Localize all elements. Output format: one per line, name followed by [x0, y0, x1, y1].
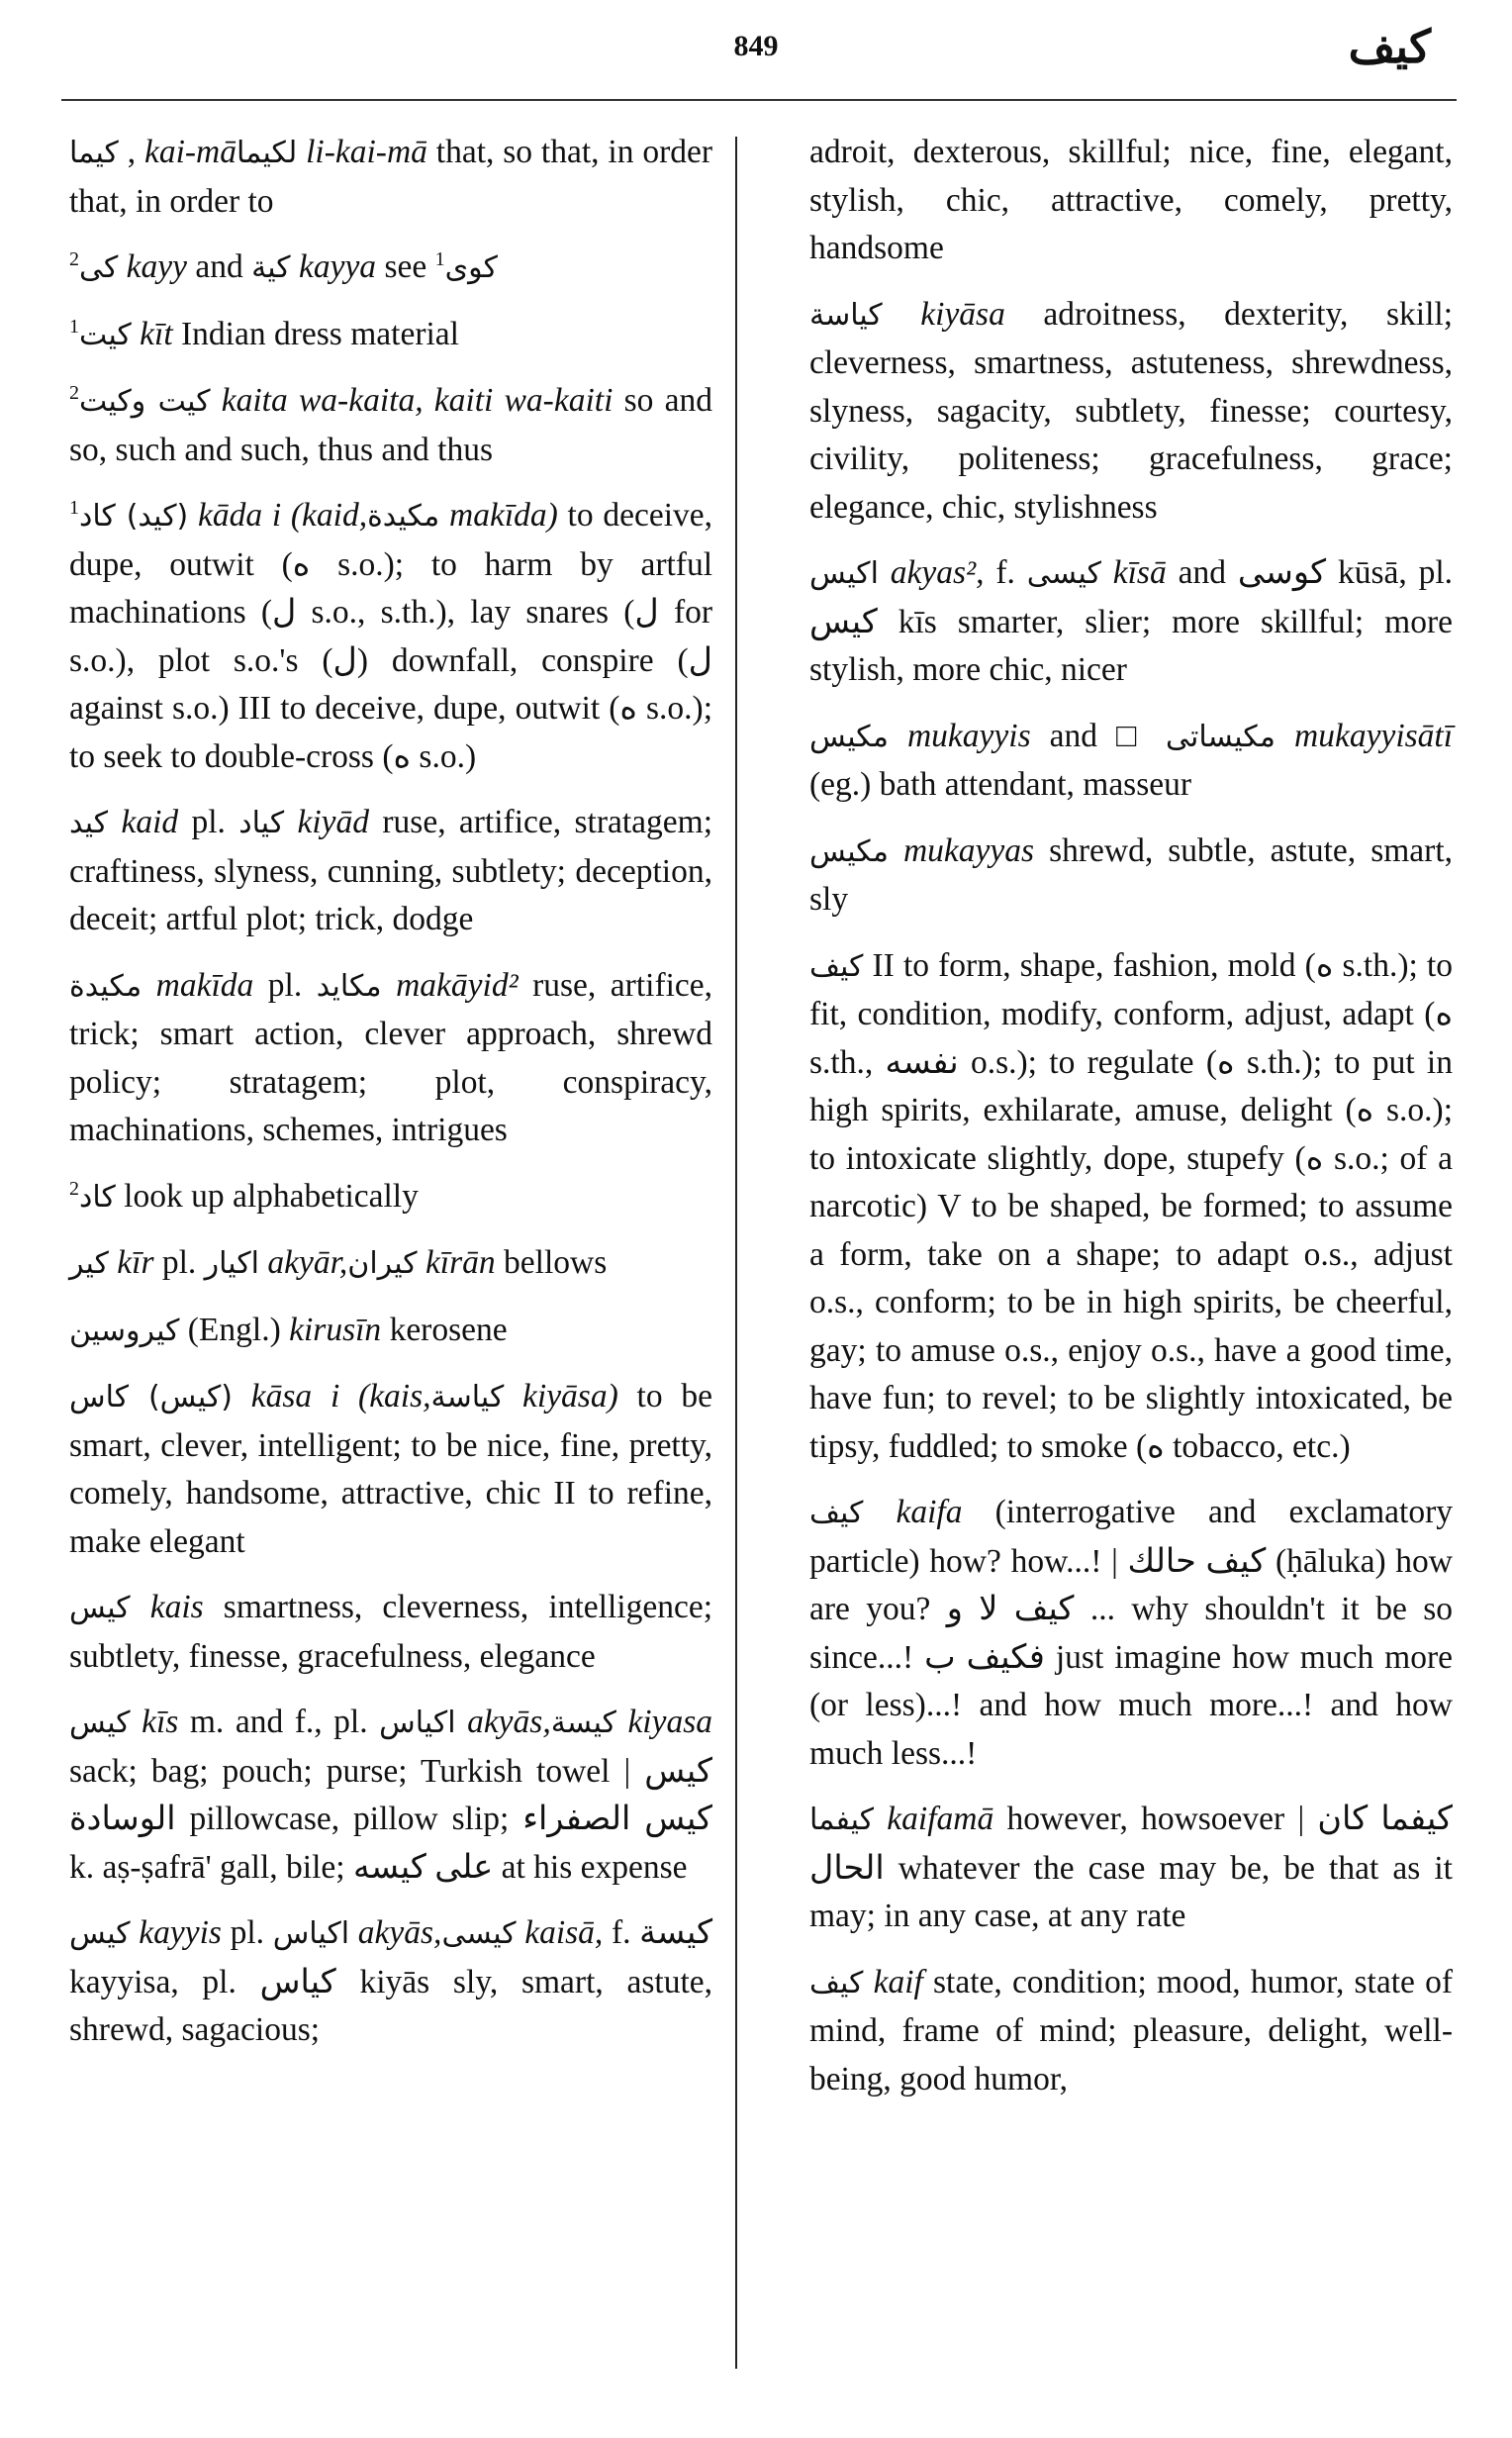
definition-text: smartness, cleverness, intelligence; subtlety, finesse, gracefulness, elegance: [69, 1589, 713, 1675]
arabic-headword: كى: [79, 250, 119, 285]
arabic-headword: كيس: [69, 1916, 131, 1951]
arabic-headword: مكيس: [809, 719, 889, 754]
transliteration: kaita wa-kaita, kaiti wa-kaiti: [221, 382, 614, 419]
arabic-form: مكيدة: [367, 499, 440, 534]
arabic-form: كيران: [347, 1246, 418, 1281]
dictionary-entry: [69, 244, 712, 293]
definition-text: and كوسى kūsā, pl. كيس kīs smarter, slier; more skillful; more stylish, more chic, nicer: [809, 554, 1454, 688]
entry-text: pl.: [178, 804, 239, 840]
definition-text: shrewd, subtle, astute, smart, sly: [809, 831, 1454, 918]
arabic-form: كياد: [238, 806, 285, 840]
definition-text: to be smart, clever, intelligent; to be nice, fine, pretty, comely, handsome, attractive, chic II to refine, make elegant: [69, 1378, 712, 1560]
entry-text: f.: [984, 554, 1027, 591]
definition-text: so and so, such and such, thus and thus: [69, 382, 713, 468]
transliteration: akyas²,: [890, 554, 985, 591]
reference-headword: كوى: [444, 250, 498, 285]
transliteration: mukayyis: [906, 717, 1031, 754]
transliteration: kīr: [117, 1244, 154, 1281]
transliteration: akyās,: [357, 1914, 442, 1951]
transliteration: kīsā: [1112, 554, 1167, 591]
transliteration: kīrān: [425, 1244, 496, 1281]
arabic-headword: كيس: [69, 1591, 131, 1625]
arabic-form: مكيساتى: [1166, 719, 1276, 754]
definition-text: state, condition; mood, humor, state of mind, frame of mind; pleasure, delight, well-being, good humor,: [809, 1963, 1453, 2097]
transliteration: kaisā,: [524, 1914, 604, 1951]
right-column: [809, 129, 1453, 2121]
dictionary-entry: [69, 1909, 712, 2055]
arabic-form: كيسى: [441, 1916, 517, 1951]
definition-text: look up alphabetically: [124, 1177, 419, 1215]
transliteration: kiyāsa): [522, 1378, 618, 1414]
dictionary-entry: [809, 1489, 1453, 1778]
homograph-number: 1: [69, 315, 79, 338]
page-number: 849: [733, 30, 779, 62]
transliteration: kāda i (kaid,: [197, 497, 368, 534]
transliteration: kaifamā: [887, 1801, 994, 1837]
transliteration: kayya: [298, 248, 377, 285]
dictionary-entry: [809, 828, 1453, 925]
transliteration: akyās,: [467, 1704, 551, 1740]
arabic-headword: كيروسين: [69, 1313, 180, 1348]
transliteration: kaid: [121, 804, 179, 840]
arabic-headword: كيما: [69, 136, 119, 170]
arabic-headword: كيت وكيت: [79, 384, 211, 419]
arabic-form: مكايد: [316, 968, 382, 1004]
transliteration: li-kai-mā: [306, 134, 427, 170]
arabic-form: كيسى: [1026, 556, 1101, 591]
dictionary-entry: [69, 129, 712, 226]
homograph-number: 2: [69, 247, 79, 270]
definition-text: adroit, dexterous, skillful; nice, fine, elegant, stylish, chic, attractive, comely, pretty, handsome: [809, 134, 1453, 266]
dictionary-entry: [809, 942, 1453, 1472]
definition-text: to deceive, dupe, outwit (ه s.o.); to harm by artful machinations (ل s.o., s.th.), lay snares (ل for s.o.), plot s.o.'s (ل) downfall, conspire (ل against s.o.) III to deceive, dupe, outwit (ه s.o.); to seek to double-cross (ه s.o.): [69, 497, 713, 775]
transliteration: kiyasa: [627, 1704, 713, 1740]
definition-text: see: [376, 248, 435, 285]
arabic-form: كياسة: [430, 1380, 505, 1414]
arabic-form: اكياس: [379, 1706, 456, 1740]
entry-text: and □: [1030, 717, 1167, 754]
dictionary-entry: [809, 129, 1453, 273]
definition-text: II to form, shape, fashion, mold (ه s.th.); to fit, condition, modify, conform, adjust, adapt (ه s.th., نفسه o.s.); to regulate (ه s.th.); to put in high spirits, exhilarate, amuse, delight (ه s.o.); to intoxicate slightly, dope, stupefy (ه s.o.; of a narcotic) V to be shaped, be formed; to assume a form, take on a shape; to adapt o.s., adjust o.s., conform; to be in high spirits, be cheerful, gay; to amuse o.s., enjoy o.s., have a good time, have fun; to revel; to be slightly intoxicated, be tipsy, fuddled; to smoke (ه tobacco, etc.): [809, 946, 1454, 1465]
dictionary-entry: [69, 962, 712, 1155]
transliteration: makīda: [155, 966, 254, 1004]
transliteration: makāyid²: [396, 966, 519, 1004]
transliteration: kais: [149, 1589, 204, 1625]
header-rule: [61, 99, 1457, 101]
homograph-number: 1: [69, 496, 79, 519]
transliteration: kiyāsa: [920, 295, 1005, 333]
separator: ,: [127, 134, 144, 170]
definition-text: sack; bag; pouch; purse; Turkish towel | كيس الوسادة pillowcase, pillow slip; كيس الصفراء k. aṣ-ṣafrā' gall, bile; على كيسه at his expense: [69, 1752, 712, 1886]
transliteration: kaif: [873, 1963, 923, 2000]
arabic-headword: اكيس: [809, 556, 879, 591]
arabic-headword: كيفما: [809, 1803, 874, 1837]
left-column: [69, 129, 712, 2073]
arabic-form: اكياس: [272, 1916, 350, 1951]
definition-text: (eg.) bath attendant, masseur: [809, 766, 1192, 803]
definition-text: bellows: [495, 1244, 608, 1281]
arabic-headword: كيف: [809, 1965, 864, 2000]
dictionary-entry: [809, 713, 1453, 810]
arabic-headword: كياسة: [809, 297, 883, 333]
transliteration: kīs: [142, 1704, 179, 1740]
homograph-number: 2: [69, 381, 79, 404]
transliteration: kayy: [126, 248, 188, 285]
arabic-headword: كيد: [69, 806, 109, 840]
arabic-headword: كاد: [79, 1179, 116, 1215]
dictionary-entry: [809, 1796, 1453, 1941]
entry-text: pl.: [221, 1914, 273, 1951]
arabic-form: كيسة: [550, 1706, 616, 1740]
definition-text: (interrogative and exclamatory particle) how? how...! | كيف حالك (ḥāluka) how are you? كيف لا و ... why shouldn't it be so since...! فكيف ب just imagine how much more (or less)...! and how much more...! and how much less...!: [809, 1494, 1454, 1772]
transliteration: kīt: [140, 315, 173, 352]
arabic-headword: (كيد) كاد: [79, 499, 189, 534]
transliteration: mukayyas: [902, 831, 1035, 869]
dictionary-entry: [69, 1699, 712, 1892]
arabic-headword: كيت: [79, 317, 132, 352]
arabic-headword: مكيدة: [69, 968, 142, 1004]
transliteration: kai-mā: [143, 134, 236, 170]
definition-text: (Engl.): [187, 1311, 290, 1348]
dictionary-entry: [69, 492, 712, 781]
arabic-headword: (كيس) كاس: [69, 1380, 233, 1414]
transliteration: makīda): [449, 497, 558, 534]
arabic-headword: كيف: [809, 948, 864, 984]
transliteration: kaifa: [896, 1494, 963, 1530]
arabic-headword: كير: [69, 1246, 109, 1281]
definition-text: f. كيسة kayyisa, pl. كياس kiyās sly, smart, astute, shrewd, sagacious;: [69, 1914, 713, 2048]
reference-number: 1: [434, 247, 445, 270]
definition-text: that, so that, in order that, in order to: [69, 134, 713, 220]
dictionary-entry: [69, 377, 712, 474]
arabic-headword: مكيس: [809, 833, 889, 869]
running-head: كيف: [1348, 22, 1431, 72]
transliteration: kiyād: [297, 804, 370, 840]
arabic-headword: كيس: [69, 1706, 131, 1740]
transliteration: mukayyisātī: [1294, 717, 1454, 754]
arabic-form: كية: [251, 250, 291, 285]
dictionary-entry: [809, 1959, 1453, 2104]
transliteration: akyār,: [267, 1244, 348, 1281]
arabic-form: اكيار: [204, 1246, 259, 1281]
arabic-headword: كيف: [809, 1496, 864, 1530]
homograph-number: 2: [69, 1177, 79, 1200]
definition-text: Indian dress material: [172, 315, 459, 352]
dictionary-entry: [69, 311, 712, 360]
definition-text: ruse, artifice, stratagem; craftiness, slyness, cunning, subtlety; deception, deceit; artful plot; trick, dodge: [69, 804, 713, 937]
entry-text: pl.: [253, 966, 317, 1004]
definition-text: ruse, artifice, trick; smart action, clever approach, shrewd policy; stratagem; plot, conspiracy, machinations, schemes, intrigues: [69, 966, 713, 1148]
dictionary-entry: [69, 1584, 712, 1681]
dictionary-entry: [69, 1307, 712, 1356]
dictionary-entry: [69, 1239, 712, 1289]
transliteration: kayyis: [139, 1914, 222, 1951]
transliteration: kāsa i (kais,: [250, 1378, 431, 1414]
column-divider: [735, 137, 737, 2369]
definition-text: kerosene: [381, 1311, 508, 1348]
dictionary-entry: [69, 799, 712, 944]
dictionary-entry: [809, 291, 1453, 533]
transliteration: kirusīn: [289, 1311, 382, 1348]
dictionary-entry: [809, 549, 1453, 695]
definition-text: however, howsoever | كيفما كان الحال whatever the case may be, be that as it may; in any case, at any rate: [809, 1801, 1454, 1934]
entry-text: and: [187, 248, 252, 285]
dictionary-entry: [69, 1373, 712, 1566]
entry-text: m. and f., pl.: [178, 1704, 380, 1740]
dictionary-entry: [69, 1173, 712, 1222]
entry-text: pl.: [153, 1244, 205, 1281]
arabic-form: لكيما: [236, 136, 298, 170]
definition-text: adroitness, dexterity, skill; cleverness, smartness, astuteness, shrewdness, slyness, sagacity, subtlety, finesse; courtesy, civility, politeness; gracefulness, grace; elegance, chic, stylishness: [809, 295, 1454, 526]
